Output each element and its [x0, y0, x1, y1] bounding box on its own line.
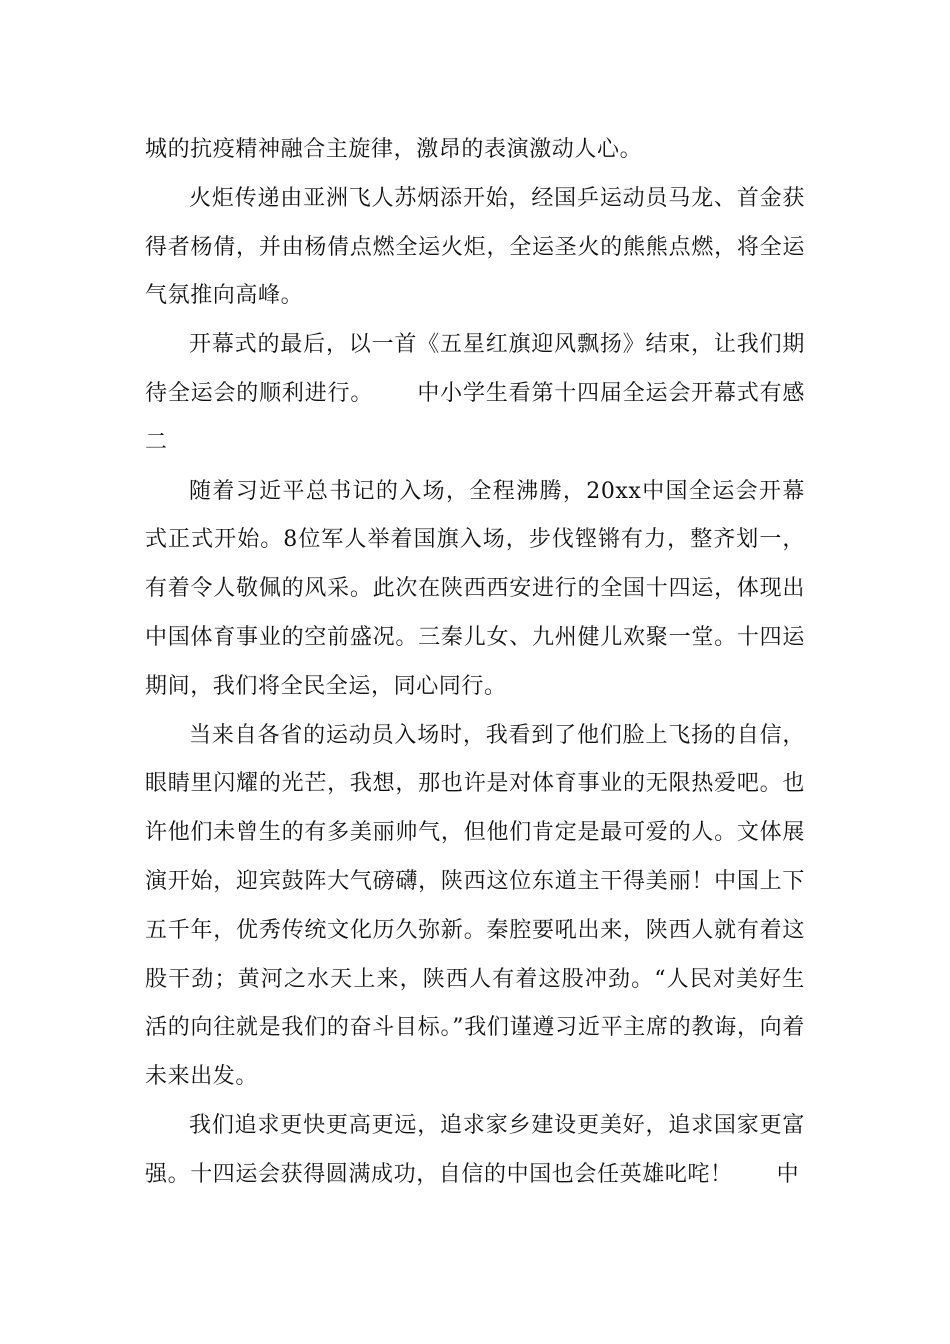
paragraph-6	[145, 1102, 805, 1200]
paragraph-2: 火炬传递由亚洲飞人苏炳添开始，经国乒运动员马龙、首金获得者杨倩，并由杨倩点燃全运火炬，全运圣火的熊熊点燃，将全运气氛推向高峰。	[145, 185, 805, 309]
paragraph-5: 当来自各省的运动员入场时，我看到了他们脸上飞扬的自信，眼睛里闪耀的光芒，我想，那也许是对体育事业的无限热爱吧。也许他们未曾生的有多美丽帅气，但他们肯定是最可爱的人。文体展演开始，迎宾鼓阵大气磅礴，陕西这位东道主干得美丽！中国上下五千年，优秀传统文化历久弥新。秦腔要吼出来，陕西人就有着这股干劲；黄河之水天上来，陕西人有着这股冲劲。“人民对美好生活的向往就是我们的奋斗目标。”我们谨遵习近平主席的教诲，向着未来出发。	[145, 722, 805, 1090]
paragraph-1: 城的抗疫精神融合主旋律，激昂的表演激动人心。	[145, 137, 643, 162]
article-body	[145, 126, 805, 1200]
paragraph-4: 随着习近平总书记的入场，全程沸腾，20xx中国全运会开幕式正式开始。8位军人举着国旗入场，步伐铿锵有力，整齐划一，有着令人敬佩的风采。此次在陕西西安进行的全国十四运，体现出中国体育事业的空前盛况。三秦儿女、九州健儿欢聚一堂。十四运期间，我们将全民全运，同心同行。	[145, 478, 805, 699]
trailing-text: 中	[776, 1161, 800, 1187]
paragraph-3-text: 开幕式的最后，以一首《五星红旗迎风飘扬》结束，让我们期待全运会的顺利进行。	[145, 332, 805, 406]
section-heading: 中小学生看第十四届全运会开幕式有感二	[145, 380, 805, 455]
paragraph-6-text: 我们追求更快更高更远，追求家乡建设更美好，追求国家更富强。十四运会获得圆满成功，自信的中国也会任英雄叱咤！	[145, 1112, 805, 1187]
paragraph-3	[145, 321, 805, 467]
